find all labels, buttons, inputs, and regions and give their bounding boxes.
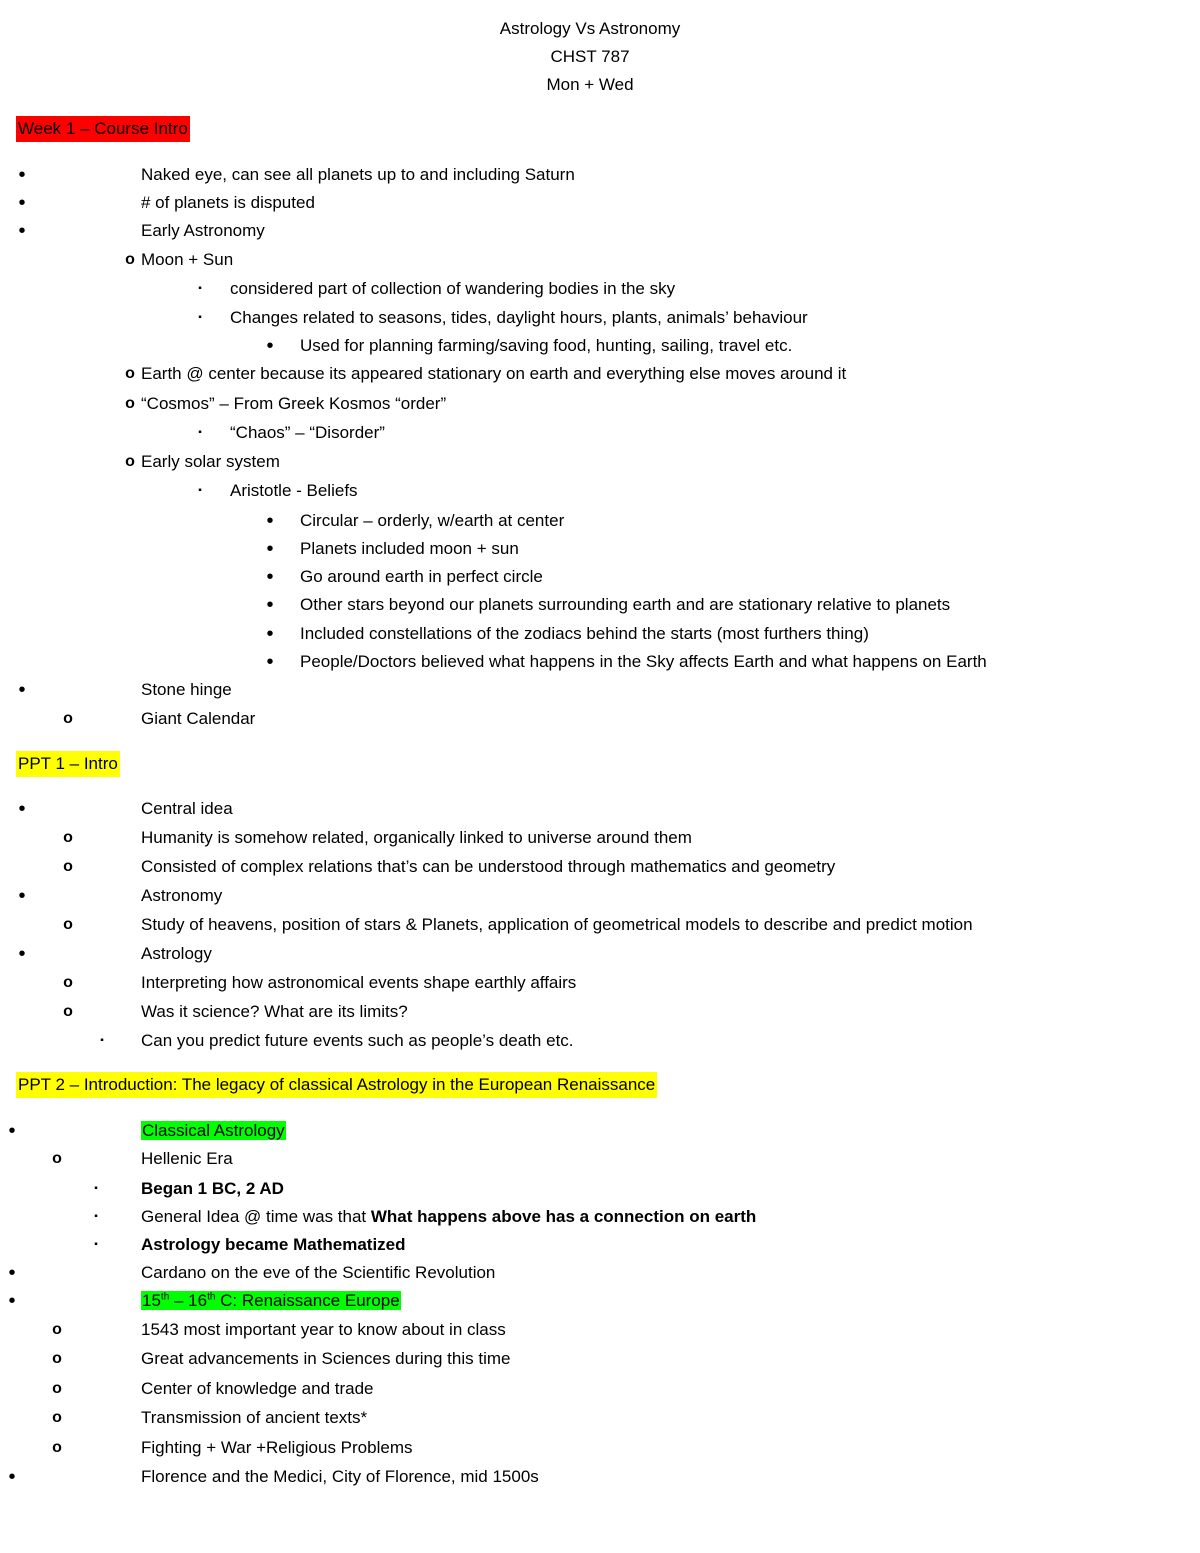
section-heading-week1: Week 1 – Course Intro bbox=[16, 116, 190, 142]
bullet-circle: o bbox=[52, 1439, 62, 1456]
list-item: Early solar system bbox=[141, 452, 280, 471]
list-item: Florence and the Medici, City of Florence, mid 1500s bbox=[141, 1467, 539, 1486]
list-item: Consisted of complex relations that’s can be understood through mathematics and geometry bbox=[141, 857, 836, 876]
bullet-circle: o bbox=[63, 1003, 73, 1020]
bullet-circle: o bbox=[52, 1350, 62, 1367]
list-item: Circular – orderly, w/earth at center bbox=[300, 511, 565, 530]
bullet-square: ▪ bbox=[198, 312, 202, 323]
list-item: Began 1 BC, 2 AD bbox=[141, 1179, 284, 1198]
highlighted-topic bbox=[141, 1291, 401, 1310]
bullet-circle: o bbox=[52, 1321, 62, 1338]
list-item: Changes related to seasons, tides, daylight hours, plants, animals’ behaviour bbox=[230, 308, 808, 327]
bullet-disc: • bbox=[18, 885, 26, 907]
list-item: Transmission of ancient texts* bbox=[141, 1408, 368, 1427]
bullet-square: ▪ bbox=[198, 427, 202, 438]
document-title: Astrology Vs Astronomy bbox=[499, 19, 681, 38]
bullet-disc: • bbox=[266, 538, 274, 560]
bullet-disc: • bbox=[18, 192, 26, 214]
bullet-square: ▪ bbox=[94, 1239, 98, 1250]
section-heading-ppt2: PPT 2 – Introduction: The legacy of classical Astrology in the European Renaissance bbox=[16, 1072, 657, 1098]
ordinal-suffix: th bbox=[160, 1291, 170, 1303]
bullet-disc: • bbox=[8, 1262, 16, 1284]
list-item bbox=[141, 1288, 401, 1314]
bullet-disc: • bbox=[8, 1466, 16, 1488]
list-item: Naked eye, can see all planets up to and including Saturn bbox=[141, 165, 575, 184]
ordinal-suffix: th bbox=[207, 1291, 216, 1303]
bullet-circle: o bbox=[52, 1150, 62, 1167]
list-item: considered part of collection of wandering bodies in the sky bbox=[230, 279, 676, 298]
list-item-emphasis: What happens above has a connection on earth bbox=[370, 1207, 757, 1226]
class-days: Mon + Wed bbox=[546, 75, 634, 94]
bullet-circle: o bbox=[52, 1409, 62, 1426]
list-item: Moon + Sun bbox=[141, 250, 234, 269]
list-item: Astrology bbox=[141, 944, 212, 963]
list-item: # of planets is disputed bbox=[141, 193, 315, 212]
list-item-text: General Idea @ time was that bbox=[141, 1207, 371, 1226]
century-start: 15 bbox=[142, 1291, 161, 1310]
list-item: Humanity is somehow related, organically linked to universe around them bbox=[141, 828, 692, 847]
bullet-circle: o bbox=[125, 365, 135, 382]
list-item: Central idea bbox=[141, 799, 233, 818]
list-item: Can you predict future events such as people’s death etc. bbox=[141, 1031, 574, 1050]
list-item: Other stars beyond our planets surrounding earth and are stationary relative to planets bbox=[300, 595, 951, 614]
bullet-circle: o bbox=[63, 710, 73, 727]
bullet-circle: o bbox=[125, 453, 135, 470]
bullet-disc: • bbox=[266, 651, 274, 673]
bullet-disc: • bbox=[266, 594, 274, 616]
bullet-circle: o bbox=[63, 974, 73, 991]
highlighted-topic: Classical Astrology bbox=[142, 1121, 285, 1140]
bullet-circle: o bbox=[125, 395, 135, 412]
list-item: People/Doctors believed what happens in the Sky affects Earth and what happens on Earth bbox=[300, 652, 987, 671]
bullet-disc: • bbox=[18, 798, 26, 820]
bullet-disc: • bbox=[18, 164, 26, 186]
list-item: Hellenic Era bbox=[141, 1149, 233, 1168]
list-item: Early Astronomy bbox=[141, 221, 265, 240]
list-item: 1543 most important year to know about in class bbox=[141, 1320, 506, 1339]
bullet-disc: • bbox=[266, 623, 274, 645]
list-item: “Chaos” – “Disorder” bbox=[230, 423, 385, 442]
bullet-circle: o bbox=[63, 858, 73, 875]
list-item: Was it science? What are its limits? bbox=[141, 1002, 408, 1021]
list-item: Aristotle - Beliefs bbox=[230, 481, 358, 500]
bullet-square: ▪ bbox=[198, 283, 202, 294]
list-item: Cardano on the eve of the Scientific Revolution bbox=[141, 1263, 496, 1282]
bullet-circle: o bbox=[125, 251, 135, 268]
course-code: CHST 787 bbox=[550, 47, 630, 66]
century-end: – 16 bbox=[169, 1291, 208, 1310]
list-item: Center of knowledge and trade bbox=[141, 1379, 374, 1398]
bullet-square: ▪ bbox=[94, 1211, 98, 1222]
section-heading-ppt1: PPT 1 – Intro bbox=[16, 751, 120, 777]
list-item bbox=[141, 1204, 756, 1230]
list-item bbox=[141, 1118, 286, 1144]
list-item: Study of heavens, position of stars & Planets, application of geometrical models to describe and predict motion bbox=[141, 915, 973, 934]
bullet-disc: • bbox=[18, 679, 26, 701]
topic-text: C: Renaissance Europe bbox=[215, 1291, 400, 1310]
list-item: Astronomy bbox=[141, 886, 223, 905]
list-item: Earth @ center because its appeared stationary on earth and everything else moves around it bbox=[141, 364, 847, 383]
bullet-circle: o bbox=[63, 916, 73, 933]
bullet-disc: • bbox=[266, 510, 274, 532]
list-item: Astrology became Mathematized bbox=[141, 1235, 406, 1254]
list-item: Great advancements in Sciences during this time bbox=[141, 1349, 511, 1368]
list-item: Go around earth in perfect circle bbox=[300, 567, 543, 586]
bullet-disc: • bbox=[8, 1290, 16, 1312]
list-item: Stone hinge bbox=[141, 680, 232, 699]
bullet-circle: o bbox=[52, 1380, 62, 1397]
list-item: Included constellations of the zodiacs behind the starts (most furthers thing) bbox=[300, 624, 869, 643]
bullet-disc: • bbox=[18, 220, 26, 242]
list-item: “Cosmos” – From Greek Kosmos “order” bbox=[141, 394, 447, 413]
bullet-disc: • bbox=[18, 943, 26, 965]
list-item: Fighting + War +Religious Problems bbox=[141, 1438, 413, 1457]
bullet-square: ▪ bbox=[94, 1183, 98, 1194]
list-item: Giant Calendar bbox=[141, 709, 256, 728]
list-item: Used for planning farming/saving food, hunting, sailing, travel etc. bbox=[300, 336, 793, 355]
bullet-square: ▪ bbox=[100, 1035, 104, 1046]
bullet-disc: • bbox=[266, 335, 274, 357]
bullet-square: ▪ bbox=[198, 485, 202, 496]
bullet-circle: o bbox=[63, 829, 73, 846]
bullet-disc: • bbox=[266, 566, 274, 588]
list-item: Planets included moon + sun bbox=[300, 539, 519, 558]
bullet-disc: • bbox=[8, 1120, 16, 1142]
list-item: Interpreting how astronomical events shape earthly affairs bbox=[141, 973, 577, 992]
